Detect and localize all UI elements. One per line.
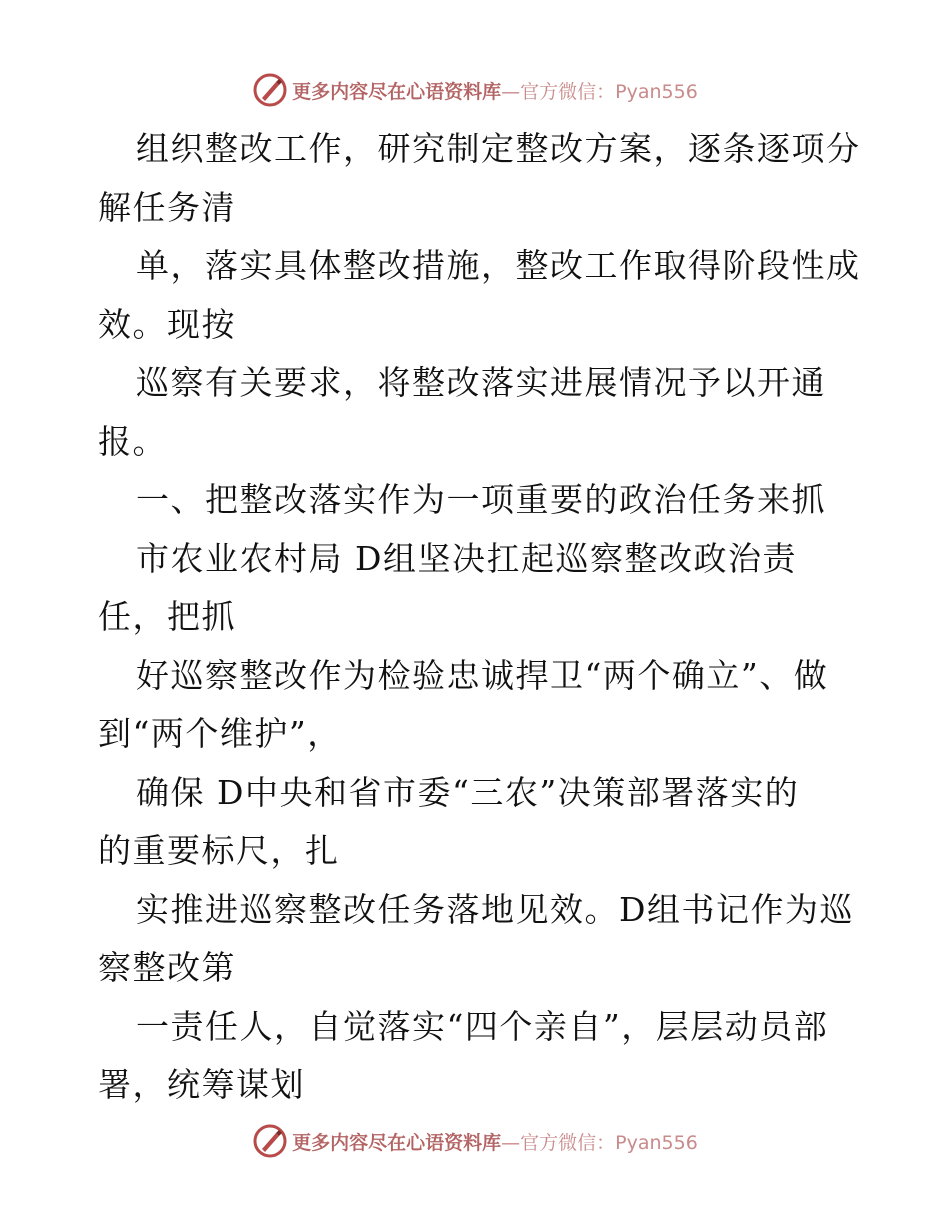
- text-line: 一、把整改落实作为一项重要的政治任务来抓: [136, 480, 826, 519]
- text-line: 效。现按: [98, 304, 236, 344]
- text-line: 任，把抓: [98, 597, 236, 636]
- text-line: 实推进巡察整改任务落地见效。D组书记作为巡: [136, 889, 854, 929]
- banner-rest: —官方微信：Pyan556: [501, 1131, 698, 1154]
- text-line: 巡察有关要求，将整改落实进展情况予以开通: [136, 363, 826, 402]
- text-line: 的重要标尺，扎: [98, 831, 340, 870]
- banner-highlight: 更多内容尽在心语资料库: [292, 80, 502, 103]
- footer-watermark-banner: [0, 1119, 950, 1163]
- banner-highlight: 更多内容尽在心语资料库: [292, 1131, 502, 1154]
- text-line: 到“两个维护”，: [98, 714, 342, 753]
- text-line: 察整改第: [98, 948, 236, 987]
- banner-text: [292, 77, 698, 104]
- document-body: [98, 120, 861, 1115]
- text-line: 署，统筹谋划: [98, 1065, 305, 1104]
- header-watermark-banner: [0, 68, 950, 112]
- text-line: 好巡察整改作为检验忠诚捍卫“两个确立”、做: [136, 655, 829, 695]
- text-line: 单，落实具体整改措施，整改工作取得阶段性成: [136, 246, 861, 285]
- text-line: 解任务清: [98, 187, 236, 227]
- text-line: 报。: [98, 421, 167, 461]
- text-line: 确保 D中央和省市委“三农”决策部署落实的: [136, 772, 800, 812]
- banner-text: [292, 1128, 698, 1155]
- pen-circle-logo-icon: [252, 72, 288, 108]
- text-line: 组织整改工作，研究制定整改方案，逐条逐项分: [136, 129, 861, 168]
- banner-rest: —官方微信：Pyan556: [501, 80, 698, 103]
- text-line: 一责任人，自觉落实“四个亲自”，层层动员部: [136, 1006, 829, 1046]
- pen-circle-logo-icon: [252, 1123, 288, 1159]
- text-line: 市农业农村局 D组坚决扛起巡察整改政治责: [136, 538, 797, 578]
